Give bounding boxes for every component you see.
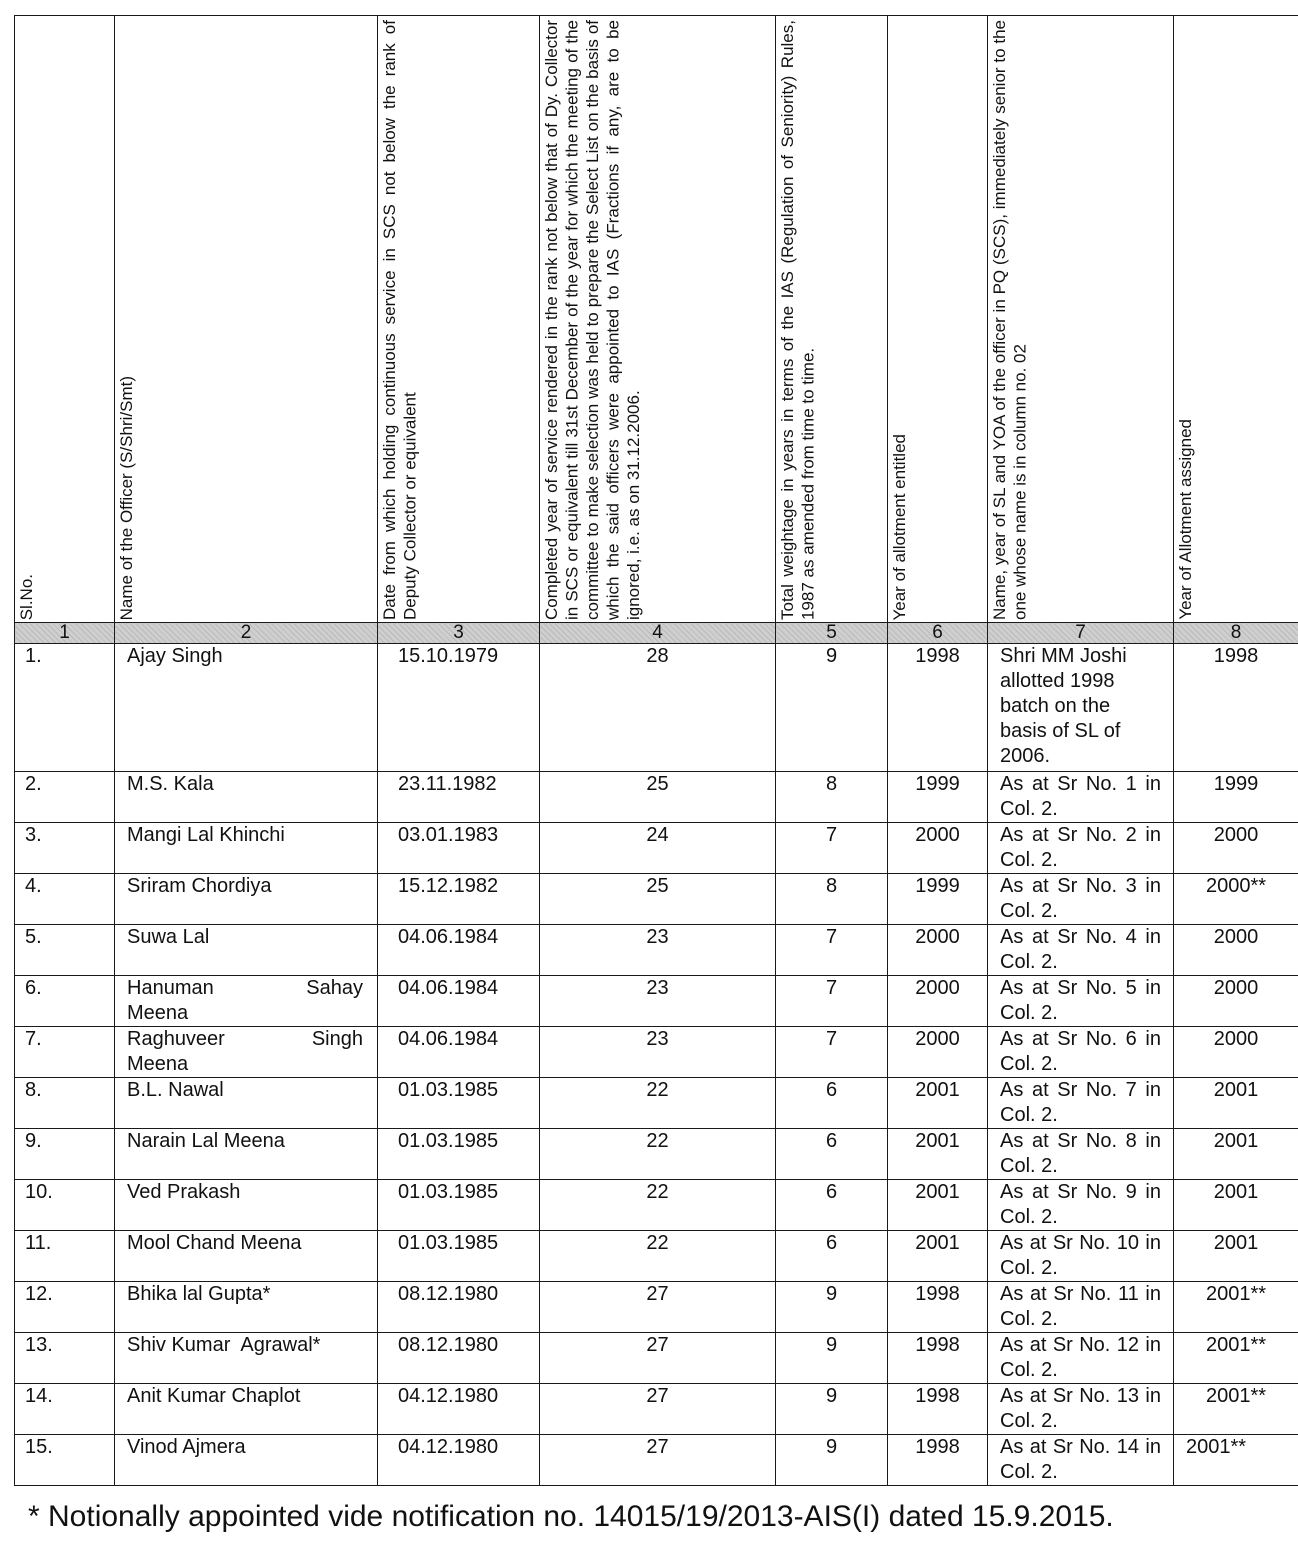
table-row	[15, 874, 1298, 925]
table-row	[15, 925, 1298, 976]
header-text: Total weightage in years in terms of the IAS (Regulation of Seniority) Rules, 1987 as amended from time to time.	[778, 20, 818, 620]
service-date: 15.12.1982	[378, 874, 540, 925]
header-cell-weightage	[776, 16, 888, 623]
allotment-table	[14, 15, 1298, 1486]
column-number: 6	[888, 623, 988, 644]
service-date: 08.12.1980	[378, 1282, 540, 1333]
sl-cell: 8.	[15, 1078, 115, 1129]
officer-name: M.S. Kala	[115, 772, 378, 823]
senior-officer: As at Sr No. 2 in Col. 2.	[988, 823, 1174, 874]
completed-years: 28	[540, 644, 776, 772]
header-text: Name of the Officer (S/Shri/Smt)	[117, 375, 136, 620]
completed-years: 27	[540, 1282, 776, 1333]
weightage: 7	[776, 1027, 888, 1078]
officer-name	[115, 1027, 378, 1078]
year-entitled: 1998	[888, 644, 988, 772]
column-number-row	[15, 623, 1298, 644]
service-date: 15.10.1979	[378, 644, 540, 772]
header-row	[15, 16, 1298, 623]
completed-years: 25	[540, 772, 776, 823]
senior-officer: As at Sr No. 8 in Col. 2.	[988, 1129, 1174, 1180]
sl-cell: 2.	[15, 772, 115, 823]
senior-officer: As at Sr No. 14 in Col. 2.	[988, 1435, 1174, 1486]
footnote: * Notionally appointed vide notification no. 14015/19/2013-AIS(I) dated 15.9.2015.	[28, 1500, 1114, 1533]
year-entitled: 2001	[888, 1129, 988, 1180]
weightage: 9	[776, 1435, 888, 1486]
year-assigned: 2001	[1174, 1129, 1298, 1180]
weightage: 6	[776, 1078, 888, 1129]
header-cell-assigned	[1174, 16, 1298, 623]
header-text: Year of allotment entitled	[890, 433, 909, 620]
column-number: 5	[776, 623, 888, 644]
service-date: 01.03.1985	[378, 1129, 540, 1180]
table-row	[15, 976, 1298, 1027]
officer-name: Sriram Chordiya	[115, 874, 378, 925]
table-row	[15, 644, 1298, 772]
table-row	[15, 1027, 1298, 1078]
service-date: 01.03.1985	[378, 1231, 540, 1282]
weightage: 6	[776, 1129, 888, 1180]
officer-name: Vinod Ajmera	[115, 1435, 378, 1486]
column-number: 7	[988, 623, 1174, 644]
name-mid: Singh	[311, 1028, 363, 1050]
officer-name: Anit Kumar Chaplot	[115, 1384, 378, 1435]
year-entitled: 1998	[888, 1384, 988, 1435]
header-text: Completed year of service rendered in the rank not below that of Dy. Collector in SCS or equivalent till 31st December of the year for which the meeting of the committee to make selection was held to prepare the Select List on the basis of which the said officers were appointed to IAS (Fractions if any, are to be ignored, i.e. as on 31.12.2006.	[542, 20, 643, 620]
completed-years: 22	[540, 1231, 776, 1282]
senior-officer: As at Sr No. 12 in Col. 2.	[988, 1333, 1174, 1384]
officer-name: Ajay Singh	[115, 644, 378, 772]
weightage: 9	[776, 644, 888, 772]
header-cell-senior	[988, 16, 1174, 623]
name-mid: Sahay	[306, 977, 363, 999]
table-row	[15, 1231, 1298, 1282]
weightage: 7	[776, 823, 888, 874]
senior-officer: Shri MM Joshi allotted 1998 batch on the basis of SL of 2006.	[988, 644, 1174, 772]
weightage: 8	[776, 772, 888, 823]
year-assigned: 2001**	[1174, 1384, 1298, 1435]
officer-name: Shiv Kumar Agrawal*	[115, 1333, 378, 1384]
officer-name: Mangi Lal Khinchi	[115, 823, 378, 874]
officer-name: Mool Chand Meena	[115, 1231, 378, 1282]
year-assigned: 2000	[1174, 925, 1298, 976]
header-text: Date from which holding continuous service in SCS not below the rank of Deputy Collector or equivalent	[380, 20, 420, 620]
year-assigned: 2001	[1174, 1231, 1298, 1282]
name-first: Raghuveer	[127, 1028, 225, 1050]
sl-cell: 4.	[15, 874, 115, 925]
senior-officer: As at Sr No. 6 in Col. 2.	[988, 1027, 1174, 1078]
name-last: Meena	[127, 1053, 189, 1075]
year-entitled: 2000	[888, 1027, 988, 1078]
officer-name: Suwa Lal	[115, 925, 378, 976]
name-last: Meena	[127, 1002, 189, 1024]
table-row	[15, 1435, 1298, 1486]
sl-cell: 15.	[15, 1435, 115, 1486]
column-number: 2	[115, 623, 378, 644]
year-assigned: 2001**	[1174, 1435, 1298, 1486]
completed-years: 27	[540, 1384, 776, 1435]
table-row	[15, 823, 1298, 874]
year-entitled: 1998	[888, 1435, 988, 1486]
completed-years: 27	[540, 1333, 776, 1384]
officer-name: Bhika lal Gupta*	[115, 1282, 378, 1333]
senior-officer: As at Sr No. 5 in Col. 2.	[988, 976, 1174, 1027]
completed-years: 23	[540, 925, 776, 976]
sl-cell: 9.	[15, 1129, 115, 1180]
column-number: 8	[1174, 623, 1298, 644]
header-text: Sl.No.	[17, 573, 36, 620]
completed-years: 24	[540, 823, 776, 874]
service-date: 04.06.1984	[378, 976, 540, 1027]
year-entitled: 2000	[888, 823, 988, 874]
weightage: 9	[776, 1333, 888, 1384]
service-date: 01.03.1985	[378, 1180, 540, 1231]
senior-officer: As at Sr No. 11 in Col. 2.	[988, 1282, 1174, 1333]
year-entitled: 2000	[888, 925, 988, 976]
header-text: Name, year of SL and YOA of the officer in PQ (SCS), immediately senior to the one whose name is in column no. 02	[990, 20, 1030, 620]
column-number: 4	[540, 623, 776, 644]
service-date: 03.01.1983	[378, 823, 540, 874]
year-assigned: 2000	[1174, 976, 1298, 1027]
year-assigned: 2001	[1174, 1078, 1298, 1129]
service-date: 01.03.1985	[378, 1078, 540, 1129]
weightage: 9	[776, 1282, 888, 1333]
officer-name: Ved Prakash	[115, 1180, 378, 1231]
officer-name: B.L. Nawal	[115, 1078, 378, 1129]
weightage: 6	[776, 1180, 888, 1231]
senior-officer: As at Sr No. 3 in Col. 2.	[988, 874, 1174, 925]
completed-years: 25	[540, 874, 776, 925]
sl-cell: 10.	[15, 1180, 115, 1231]
weightage: 9	[776, 1384, 888, 1435]
year-assigned: 1998	[1174, 644, 1298, 772]
sl-cell: 5.	[15, 925, 115, 976]
year-assigned: 2001**	[1174, 1282, 1298, 1333]
table-row	[15, 1384, 1298, 1435]
senior-officer: As at Sr No. 10 in Col. 2.	[988, 1231, 1174, 1282]
sl-cell: 6.	[15, 976, 115, 1027]
year-entitled: 1998	[888, 1282, 988, 1333]
table-row	[15, 1282, 1298, 1333]
year-entitled: 2000	[888, 976, 988, 1027]
officer-name: Narain Lal Meena	[115, 1129, 378, 1180]
year-assigned: 2000	[1174, 1027, 1298, 1078]
year-assigned: 2000	[1174, 823, 1298, 874]
table-row	[15, 1180, 1298, 1231]
senior-officer: As at Sr No. 13 in Col. 2.	[988, 1384, 1174, 1435]
service-date: 04.12.1980	[378, 1384, 540, 1435]
table-row	[15, 772, 1298, 823]
header-cell-sl	[15, 16, 115, 623]
year-assigned: 2001**	[1174, 1333, 1298, 1384]
senior-officer: As at Sr No. 7 in Col. 2.	[988, 1078, 1174, 1129]
service-date: 04.12.1980	[378, 1435, 540, 1486]
service-date: 08.12.1980	[378, 1333, 540, 1384]
completed-years: 22	[540, 1078, 776, 1129]
name-first: Hanuman	[127, 977, 214, 999]
service-date: 23.11.1982	[378, 772, 540, 823]
senior-officer: As at Sr No. 9 in Col. 2.	[988, 1180, 1174, 1231]
year-entitled: 2001	[888, 1078, 988, 1129]
completed-years: 22	[540, 1180, 776, 1231]
senior-officer: As at Sr No. 4 in Col. 2.	[988, 925, 1174, 976]
table-row	[15, 1333, 1298, 1384]
officer-name	[115, 976, 378, 1027]
year-assigned: 2001	[1174, 1180, 1298, 1231]
year-entitled: 1999	[888, 874, 988, 925]
sl-cell: 3.	[15, 823, 115, 874]
sl-cell: 13.	[15, 1333, 115, 1384]
completed-years: 23	[540, 976, 776, 1027]
year-entitled: 2001	[888, 1180, 988, 1231]
completed-years: 23	[540, 1027, 776, 1078]
year-assigned: 2000**	[1174, 874, 1298, 925]
weightage: 7	[776, 976, 888, 1027]
sl-cell: 14.	[15, 1384, 115, 1435]
year-assigned: 1999	[1174, 772, 1298, 823]
weightage: 8	[776, 874, 888, 925]
service-date: 04.06.1984	[378, 925, 540, 976]
weightage: 7	[776, 925, 888, 976]
year-entitled: 1998	[888, 1333, 988, 1384]
sl-cell: 7.	[15, 1027, 115, 1078]
weightage: 6	[776, 1231, 888, 1282]
completed-years: 22	[540, 1129, 776, 1180]
completed-years: 27	[540, 1435, 776, 1486]
header-cell-name	[115, 16, 378, 623]
sl-cell: 12.	[15, 1282, 115, 1333]
service-date: 04.06.1984	[378, 1027, 540, 1078]
year-entitled: 2001	[888, 1231, 988, 1282]
table-row	[15, 1129, 1298, 1180]
header-cell-completed	[540, 16, 776, 623]
year-entitled: 1999	[888, 772, 988, 823]
header-cell-date	[378, 16, 540, 623]
column-number: 1	[15, 623, 115, 644]
sl-cell: 11.	[15, 1231, 115, 1282]
column-number: 3	[378, 623, 540, 644]
table-row	[15, 1078, 1298, 1129]
sl-cell: 1.	[15, 644, 115, 772]
header-cell-entitled	[888, 16, 988, 623]
header-text: Year of Allotment assigned	[1176, 419, 1195, 620]
senior-officer: As at Sr No. 1 in Col. 2.	[988, 772, 1174, 823]
